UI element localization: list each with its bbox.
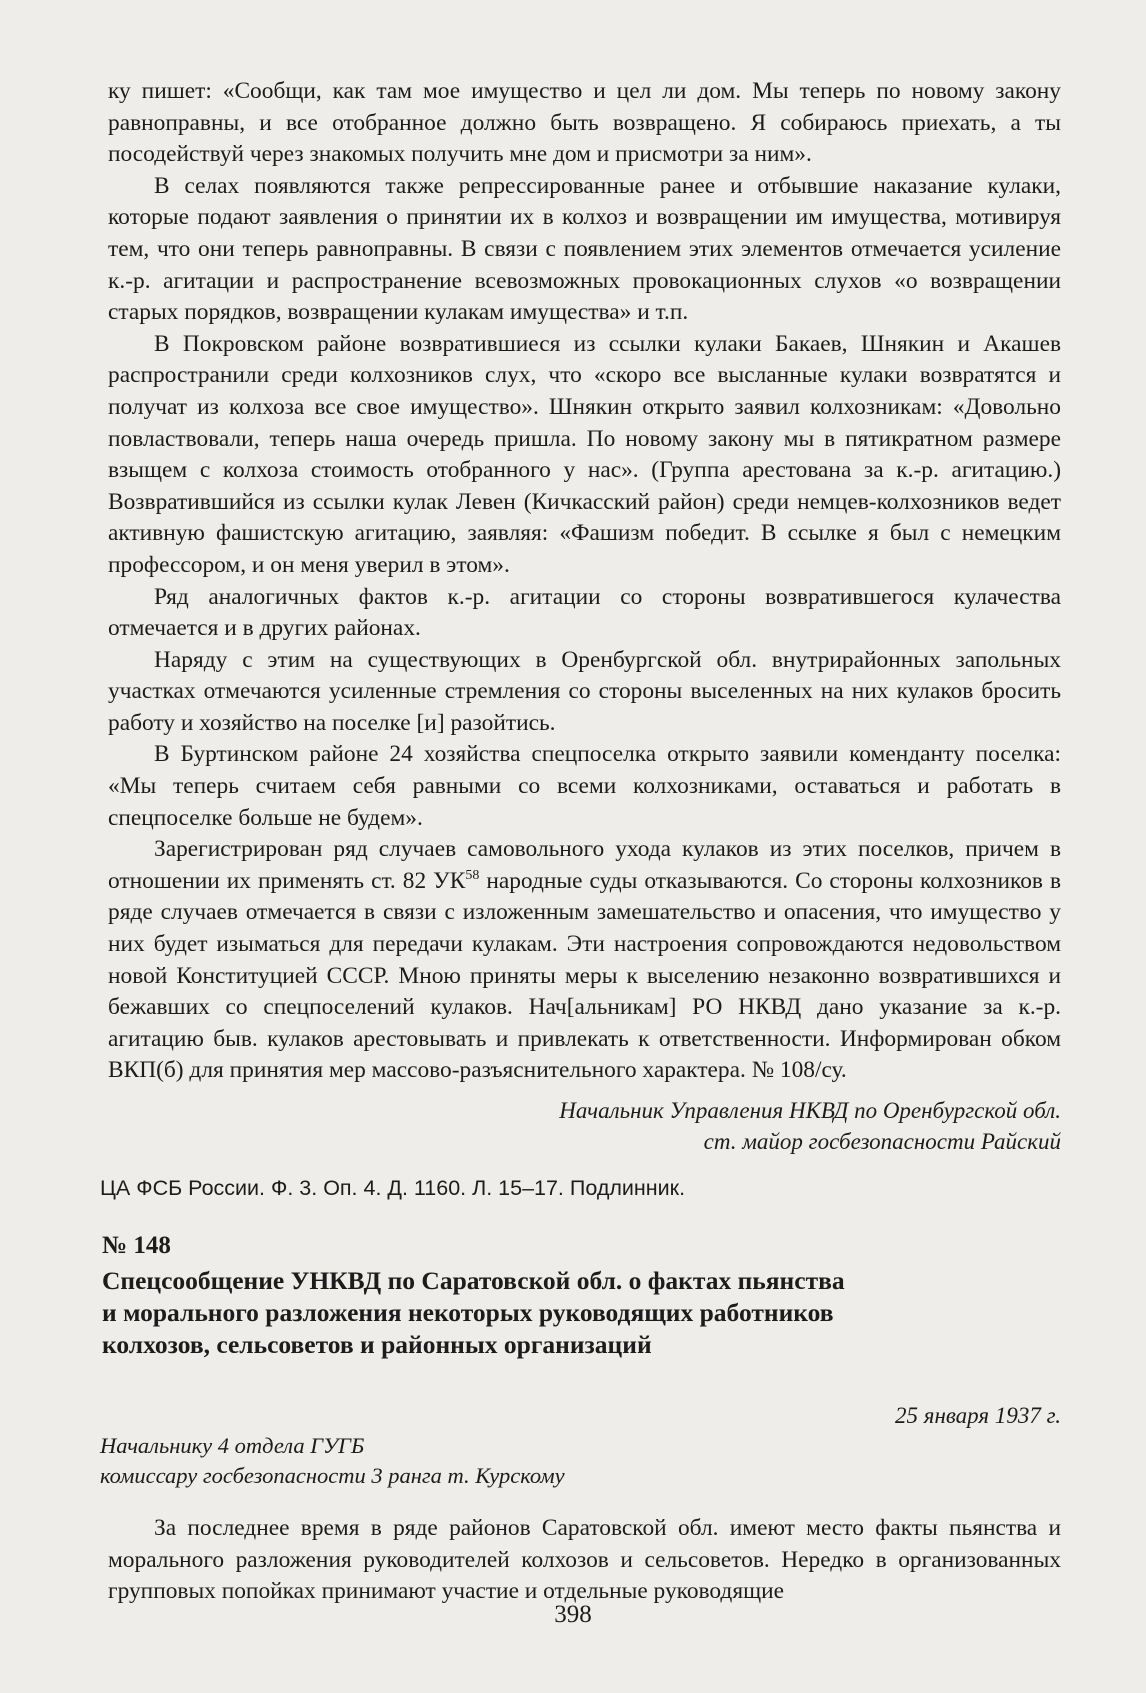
document-body: За последнее время в ряде районов Саратовской обл. имеют место факты пьянства и морального разложения руководителей колхозов и сельсоветов. Нередко в организованных групповых попойках принимают участие и отдельные руководящие <box>108 1515 1061 1605</box>
signature-title: Начальник Управления НКВД по Оренбургской обл. <box>559 1098 1061 1123</box>
paragraph-text: Зарегистрирован ряд случаев самовольного ухода кулаков из этих поселков, причем в отношении их применять ст. 82 УК <box>108 836 1061 894</box>
addressee-line: Начальнику 4 отдела ГУГБ <box>100 1433 365 1458</box>
document-title <box>102 1265 1061 1361</box>
document-number: № 148 <box>102 1232 171 1259</box>
paragraph: В селах появляются также репрессированные ранее и отбывшие наказание кулаки, которые подают заявления о принятии их в колхоз и возвращении им имущества, мотивируя тем, что они теперь равноправны. В связи с появлением этих элементов отмечается усиление к.-р. агитации и распространение всевозможных провокационных слухов «о возвращении старых порядков, возвращении кулакам имущества» и т.п. <box>108 172 1061 326</box>
signature-block <box>108 1095 1061 1157</box>
addressee-block <box>100 1431 1061 1491</box>
document-date: 25 января 1937 г. <box>895 1403 1061 1428</box>
addressee-line: комиссару госбезопасности 3 ранга т. Курскому <box>100 1463 565 1488</box>
paragraph-continuation: ку пишет: «Сообщи, как там мое имущество и цел ли дом. Мы теперь по новому закону равноправны, и все отобранное должно быть возвращено. Я собираюсь приехать, а ты посодействуй через знакомых получить мне дом и присмотри за ним». <box>108 78 1061 168</box>
paragraph: В Покровском районе возвратившиеся из ссылки кулаки Бакаев, Шнякин и Акашев распространили среди колхозников слух, что «скоро все высланные кулаки возвратятся и получат из колхоза все свое имущество». Шнякин открыто заявил колхозникам: «Довольно повластвовали, теперь наша очередь пришла. По новому закону мы в пятикратном размере взыщем с колхоза стоимость отобранного у нас». (Группа арестована за к.-р. агитацию.) Возвратившийся из ссылки кулак Левен (Кичкасский район) среди немцев-колхозников ведет активную фашистскую агитацию, заявляя: «Фашизм победит. В ссылке я был с немецким профессором, и он меня уверил в этом». <box>108 330 1061 578</box>
paragraph-text: народные суды отказываются. Со стороны колхозников в ряде случаев отмечается в связи с изложенным замешательство и опасения, что имущество у них будет изыматься для передачи кулакам. Эти настроения сопровождаются недовольством новой Конституцией СССР. Мною приняты меры к выселению незаконно возвратившихся и бежавших со спецпоселений кулаков. Нач[альникам] РО НКВД дано указание за к.-р. агитацию быв. кулаков арестовывать и привлекать к ответственности. Информирован обком ВКП(б) для принятия мер массово-разъяснительного характера. № 108/су. <box>108 867 1062 1084</box>
archive-source: ЦА ФСБ России. Ф. 3. Оп. 4. Д. 1160. Л. 15–17. Подлинник. <box>100 1176 686 1200</box>
paragraph: Наряду с этим на существующих в Оренбургской обл. внутрирайонных запольных участках отмечаются усиленные стремления со стороны выселенных на них кулаков бросить работу и хозяйство на поселке [и] разойтись. <box>108 646 1061 736</box>
document-title-line: и морального разложения некоторых руководящих работников <box>102 1298 834 1327</box>
paragraph <box>108 834 1061 1087</box>
page-number: 398 <box>554 1601 592 1628</box>
document-title-line: колхозов, сельсоветов и районных организаций <box>102 1330 652 1359</box>
paragraph: Ряд аналогичных фактов к.-р. агитации со стороны возвратившегося кулачества отмечается и в других районах. <box>108 583 1061 642</box>
signature-name: ст. майор госбезопасности Райский <box>703 1129 1061 1154</box>
paragraph: В Буртинском районе 24 хозяйства спецпоселка открыто заявили коменданту поселка: «Мы теперь считаем себя равными со всеми колхозниками, оставаться и работать в спецпоселке больше не будем». <box>108 741 1061 831</box>
footnote-marker: 58 <box>465 868 480 884</box>
document-title-line: Спецсообщение УНКВД по Саратовской обл. о фактах пьянства <box>102 1266 845 1295</box>
